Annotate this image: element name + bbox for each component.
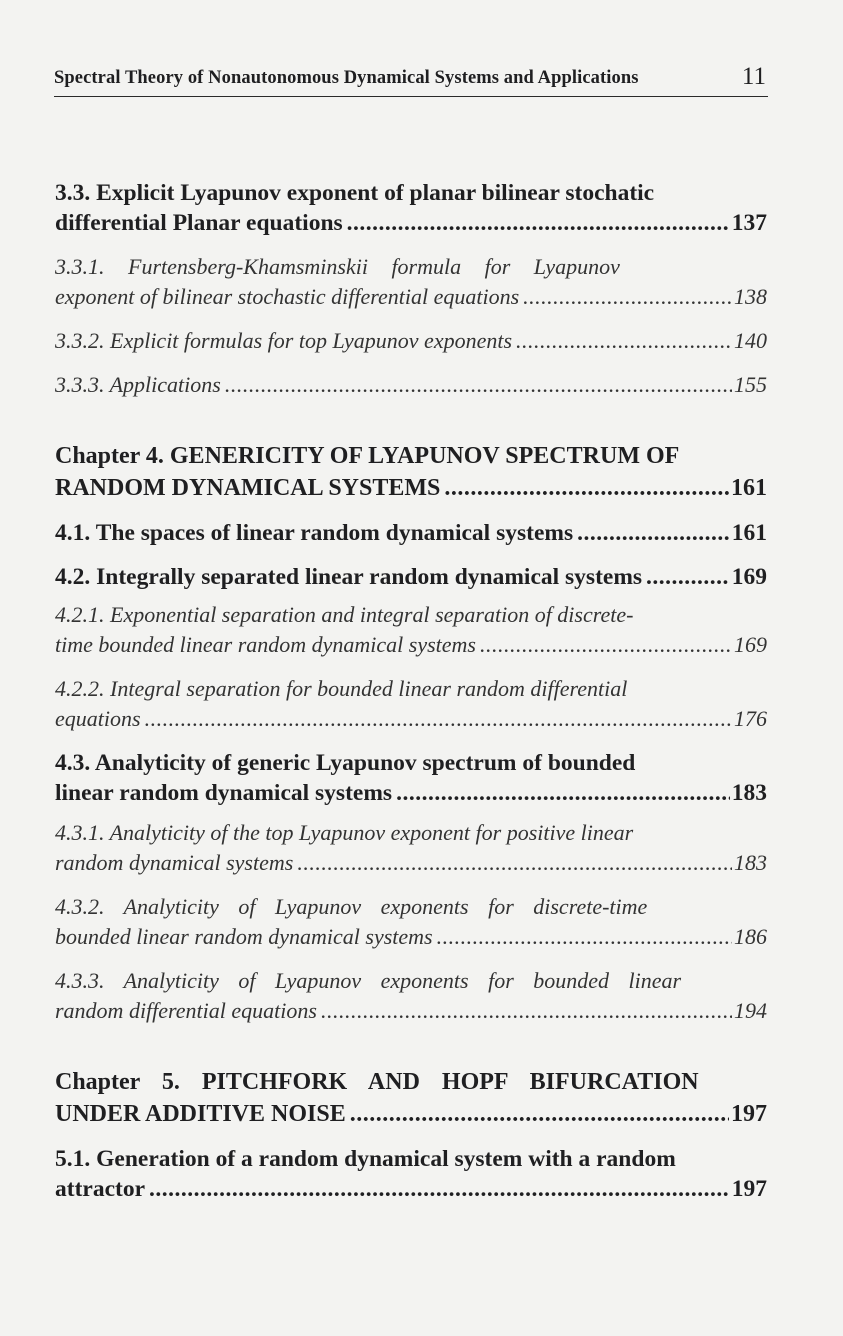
toc-entry-title: linear random dynamical systems <box>55 780 393 806</box>
leader-dots <box>149 1174 730 1204</box>
toc-entry-line <box>55 178 767 208</box>
toc-entry-line <box>55 562 767 592</box>
toc-page-number: 169 <box>734 632 767 657</box>
toc-page-number: 183 <box>734 850 767 875</box>
toc-page-number: 137 <box>731 210 767 236</box>
toc-entry-line <box>55 208 767 238</box>
toc-entry-4-3-1 <box>55 818 767 878</box>
toc-entry-title: attractor <box>55 1176 146 1202</box>
toc-entry-3-3-1 <box>55 252 767 312</box>
toc-entry-title: 3.3. Explicit Lyapunov exponent of planar bilinear stochatic <box>55 180 655 206</box>
toc-entry-line <box>55 848 767 878</box>
toc-entry-title: Chapter 5. PITCHFORK AND HOPF BIFURCATION <box>55 1069 699 1095</box>
toc-entry-title: 5.1. Generation of a random dynamical system with a random <box>55 1146 676 1172</box>
leader-dots <box>347 208 730 238</box>
toc-entry-line <box>55 1144 767 1174</box>
toc-entry-line <box>55 370 767 400</box>
toc-entry-title: 4.2.1. Exponential separation and integral separation of discrete- <box>55 602 634 627</box>
toc-page-number: 161 <box>731 475 767 501</box>
table-of-contents <box>55 178 767 1204</box>
toc-entry-line <box>55 704 767 734</box>
leader-dots <box>297 848 732 878</box>
toc-page-number: 197 <box>731 1176 767 1202</box>
toc-entry-title: 4.3.3. Analyticity of Lyapunov exponents for bounded linear <box>55 968 682 993</box>
toc-entry-title: 3.3.2. Explicit formulas for top Lyapunov exponents <box>55 328 513 353</box>
toc-page-number: 183 <box>731 780 767 806</box>
toc-entry-line <box>55 892 767 922</box>
toc-entry-4-3-2 <box>55 892 767 952</box>
toc-page-number: 197 <box>731 1101 767 1127</box>
toc-entry-3-3-2 <box>55 326 767 356</box>
toc-entry-line <box>55 440 767 472</box>
toc-page-number: 176 <box>734 706 767 731</box>
toc-page-number: 186 <box>734 924 767 949</box>
toc-entry-4-2 <box>55 562 767 592</box>
toc-entry-line <box>55 518 767 548</box>
toc-entry-title: differential Planar equations <box>55 210 343 236</box>
header-page-number: 11 <box>741 63 766 90</box>
toc-page-number: 155 <box>734 372 767 397</box>
toc-entry-line <box>55 1098 767 1130</box>
toc-entry-line <box>55 600 767 630</box>
toc-entry-4-2-1 <box>55 600 767 660</box>
toc-entry-title: Chapter 4. GENERICITY OF LYAPUNOV SPECTRUM OF <box>55 443 680 469</box>
leader-dots <box>437 922 732 952</box>
toc-entry-title: equations <box>55 706 141 731</box>
toc-entry-5-1 <box>55 1144 767 1204</box>
leader-dots <box>480 630 732 660</box>
toc-entry-title: 4.3. Analyticity of generic Lyapunov spectrum of bounded <box>55 750 636 776</box>
leader-dots <box>225 370 732 400</box>
toc-entry-title: exponent of bilinear stochastic differential equations <box>55 284 520 309</box>
toc-entry-line <box>55 674 767 704</box>
toc-entry-3-3-3 <box>55 370 767 400</box>
leader-dots <box>577 518 730 548</box>
toc-entry-4-1 <box>55 518 767 548</box>
toc-entry-title: RANDOM DYNAMICAL SYSTEMS <box>55 475 441 501</box>
toc-page-number: 140 <box>734 328 767 353</box>
toc-page-number: 161 <box>731 520 767 546</box>
toc-page-number: 138 <box>734 284 767 309</box>
toc-entry-line <box>55 966 767 996</box>
leader-dots <box>444 472 729 504</box>
toc-entry-line <box>55 748 767 778</box>
toc-page-number: 169 <box>731 564 767 590</box>
toc-entry-line <box>55 778 767 808</box>
toc-entry-line <box>55 996 767 1026</box>
leader-dots <box>145 704 732 734</box>
toc-entry-line <box>55 472 767 504</box>
toc-entry-line <box>55 922 767 952</box>
toc-entry-title: UNDER ADDITIVE NOISE <box>55 1101 346 1127</box>
toc-entry-line <box>55 1174 767 1204</box>
leader-dots <box>646 562 730 592</box>
toc-entry-line <box>55 252 767 282</box>
leader-dots <box>321 996 732 1026</box>
toc-entry-title: 4.1. The spaces of linear random dynamical systems <box>55 520 574 546</box>
toc-entry-line <box>55 630 767 660</box>
toc-entry-title: 4.2. Integrally separated linear random dynamical systems <box>55 564 643 590</box>
toc-entry-title: 3.3.1. Furtensberg-Khamsminskii formula for Lyapunov <box>55 254 620 279</box>
toc-entry-4-3-3 <box>55 966 767 1026</box>
toc-entry-4-2-2 <box>55 674 767 734</box>
toc-entry-title: random differential equations <box>55 998 317 1023</box>
toc-entry-4-3 <box>55 748 767 808</box>
toc-entry-title: 4.3.2. Analyticity of Lyapunov exponents for discrete-time <box>55 894 648 919</box>
toc-entry-line <box>55 282 767 312</box>
toc-entry-title: random dynamical systems <box>55 850 294 875</box>
toc-page-number: 194 <box>734 998 767 1023</box>
header-title: Spectral Theory of Nonautonomous Dynamical Systems and Applications <box>54 68 639 88</box>
toc-entry-line <box>55 1066 767 1098</box>
toc-chapter-5 <box>55 1066 767 1130</box>
leader-dots <box>350 1098 729 1130</box>
toc-entry-title: 3.3.3. Applications <box>55 372 221 397</box>
toc-entry-3-3 <box>55 178 767 238</box>
leader-dots <box>516 326 732 356</box>
toc-entry-title: bounded linear random dynamical systems <box>55 924 433 949</box>
toc-entry-line <box>55 818 767 848</box>
toc-entry-title: 4.3.1. Analyticity of the top Lyapunov exponent for positive linear <box>55 820 634 845</box>
toc-entry-title: time bounded linear random dynamical systems <box>55 632 476 657</box>
toc-entry-line <box>55 326 767 356</box>
toc-entry-title: 4.2.2. Integral separation for bounded linear random differential <box>55 676 628 701</box>
leader-dots <box>523 282 732 312</box>
running-header <box>54 62 768 97</box>
toc-chapter-4 <box>55 440 767 504</box>
leader-dots <box>396 778 730 808</box>
